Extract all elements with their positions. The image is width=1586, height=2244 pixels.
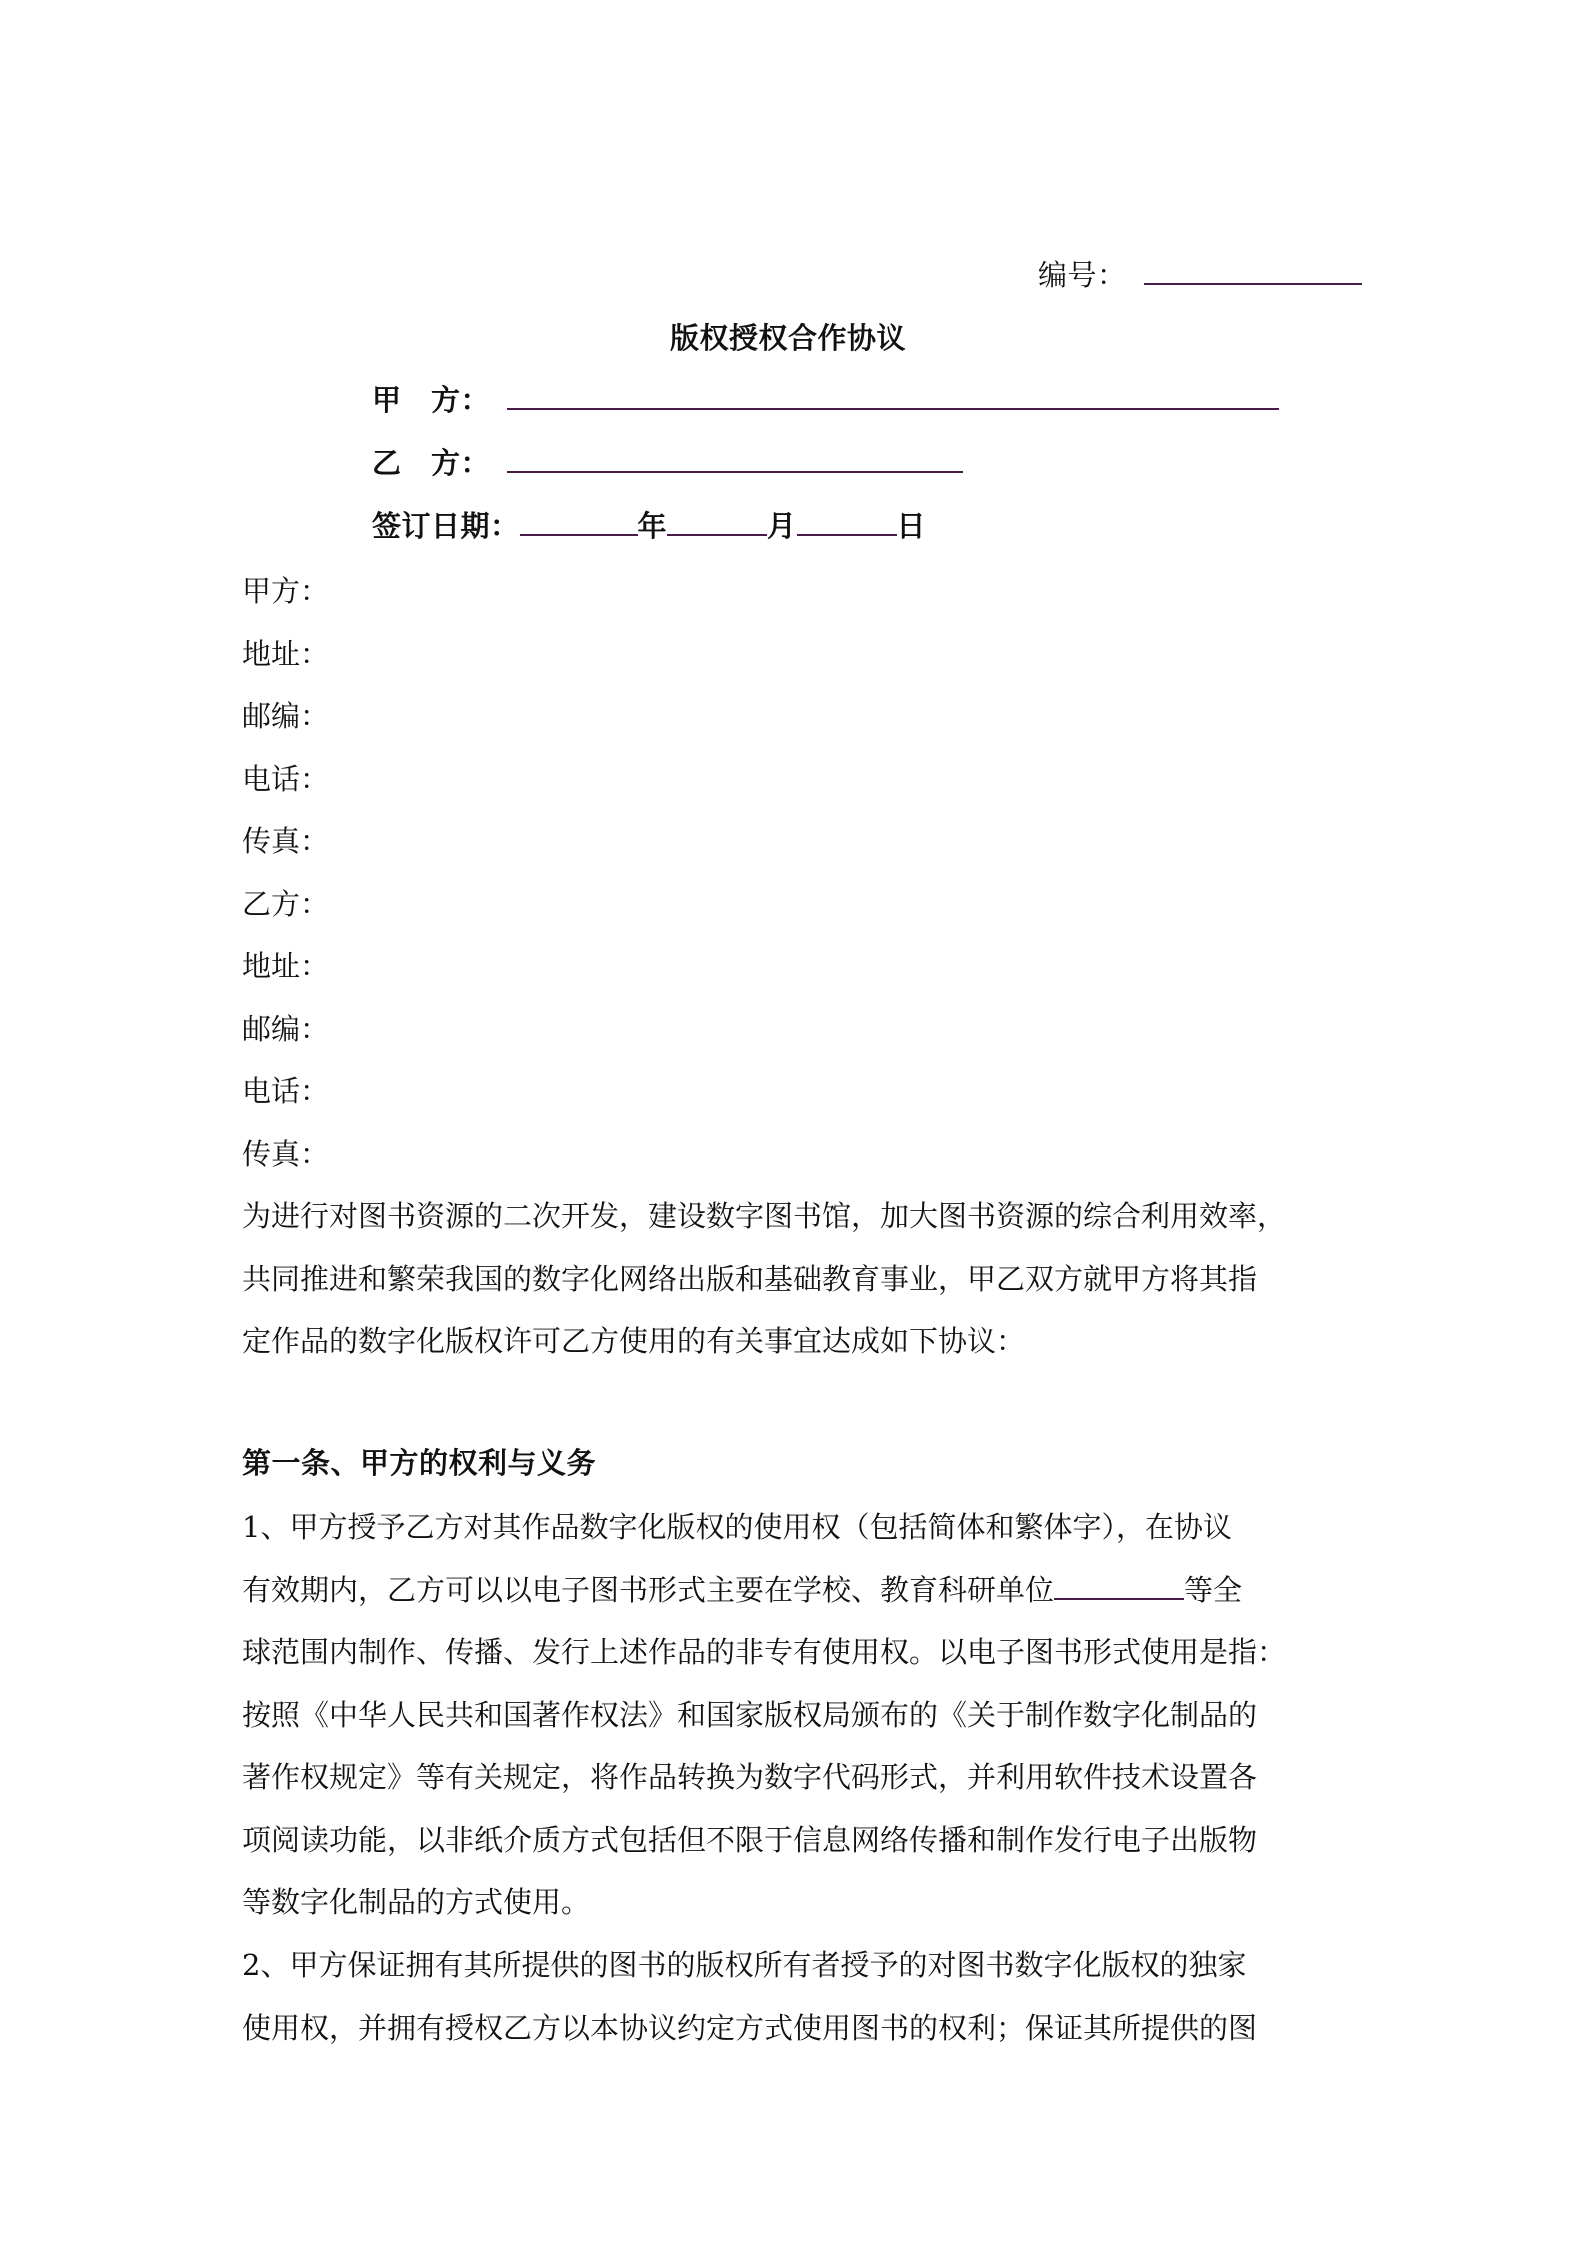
sign-date-label: 签订日期： [372, 509, 520, 543]
preamble-line: 为进行对图书资源的二次开发，建设数字图书馆，加大图书资源的综合利用效率， [242, 1199, 1287, 1233]
preamble-line: 定作品的数字化版权许可乙方使用的有关事宜达成如下协议： [242, 1324, 1026, 1358]
clause-line: 按照《中华人民共和国著作权法》和国家版权局颁布的《关于制作数字化制品的 [242, 1697, 1258, 1732]
party-b-postcode-label: 邮编： [242, 1011, 330, 1046]
party-a-postcode-label: 邮编： [242, 699, 330, 733]
clause-line: 使用权，并拥有授权乙方以本协议约定方式使用图书的权利；保证其所提供的图 [242, 2010, 1258, 2045]
clause-1 [242, 1496, 1362, 1934]
sign-date-row [372, 506, 926, 546]
clause-2 [242, 1934, 1362, 2059]
document-title: 版权授权合作协议 [670, 321, 907, 355]
preamble-paragraph [242, 1185, 1362, 1373]
day-blank[interactable] [797, 510, 897, 536]
year-label: 年 [637, 509, 668, 543]
clause-line: 2、甲方保证拥有其所提供的图书的版权所有者授予的对图书数字化版权的独家 [242, 1948, 1247, 1982]
day-label: 日 [896, 509, 927, 543]
article-1-heading: 第一条、甲方的权利与义务 [242, 1446, 597, 1480]
clause-text: 等全 [1184, 1572, 1243, 1607]
clause-text: 有效期内，乙方可以以电子图书形式主要在学校、教育科研单位 [242, 1572, 1055, 1607]
party-a-fax-label: 传真： [242, 824, 330, 858]
party-a-phone-label: 电话： [242, 761, 330, 796]
contract-number-row [1038, 255, 1362, 295]
region-blank[interactable] [1054, 1574, 1184, 1600]
year-blank[interactable] [520, 510, 638, 536]
party-a-address-label: 地址： [242, 636, 330, 671]
party-b-phone-label: 电话： [242, 1074, 330, 1108]
clause-line: 球范围内制作、传播、发行上述作品的非专有使用权。以电子图书形式使用是指： [242, 1635, 1287, 1669]
party-b-label: 乙 方： [372, 446, 491, 480]
clause-line: 著作权规定》等有关规定，将作品转换为数字代码形式，并利用软件技术设置各 [242, 1760, 1258, 1794]
contact-info [242, 560, 1362, 1185]
party-b-address-label: 地址： [242, 949, 330, 983]
clause-line: 等数字化制品的方式使用。 [242, 1885, 591, 1919]
party-a-row [372, 380, 1279, 420]
party-b-row [372, 443, 963, 483]
party-b-fax-label: 传真： [242, 1136, 330, 1171]
clause-line: 1、甲方授予乙方对其作品数字化版权的使用权（包括简体和繁体字），在协议 [242, 1510, 1232, 1544]
clause-line: 项阅读功能，以非纸介质方式包括但不限于信息网络传播和制作发行电子出版物 [242, 1822, 1258, 1857]
contract-number-blank[interactable] [1144, 259, 1362, 285]
party-a-label: 甲 方： [372, 383, 491, 417]
contract-number-label: 编号： [1038, 258, 1127, 292]
month-label: 月 [767, 509, 797, 543]
month-blank[interactable] [667, 510, 767, 536]
party-b-contact-label: 乙方： [242, 886, 330, 921]
preamble-line: 共同推进和繁荣我国的数字化网络出版和基础教育事业，甲乙双方就甲方将其指 [242, 1261, 1258, 1296]
party-b-blank[interactable] [507, 447, 963, 473]
clause-line-with-blank [242, 1559, 1362, 1622]
party-a-blank[interactable] [507, 384, 1279, 410]
party-a-contact-label: 甲方： [242, 574, 330, 608]
